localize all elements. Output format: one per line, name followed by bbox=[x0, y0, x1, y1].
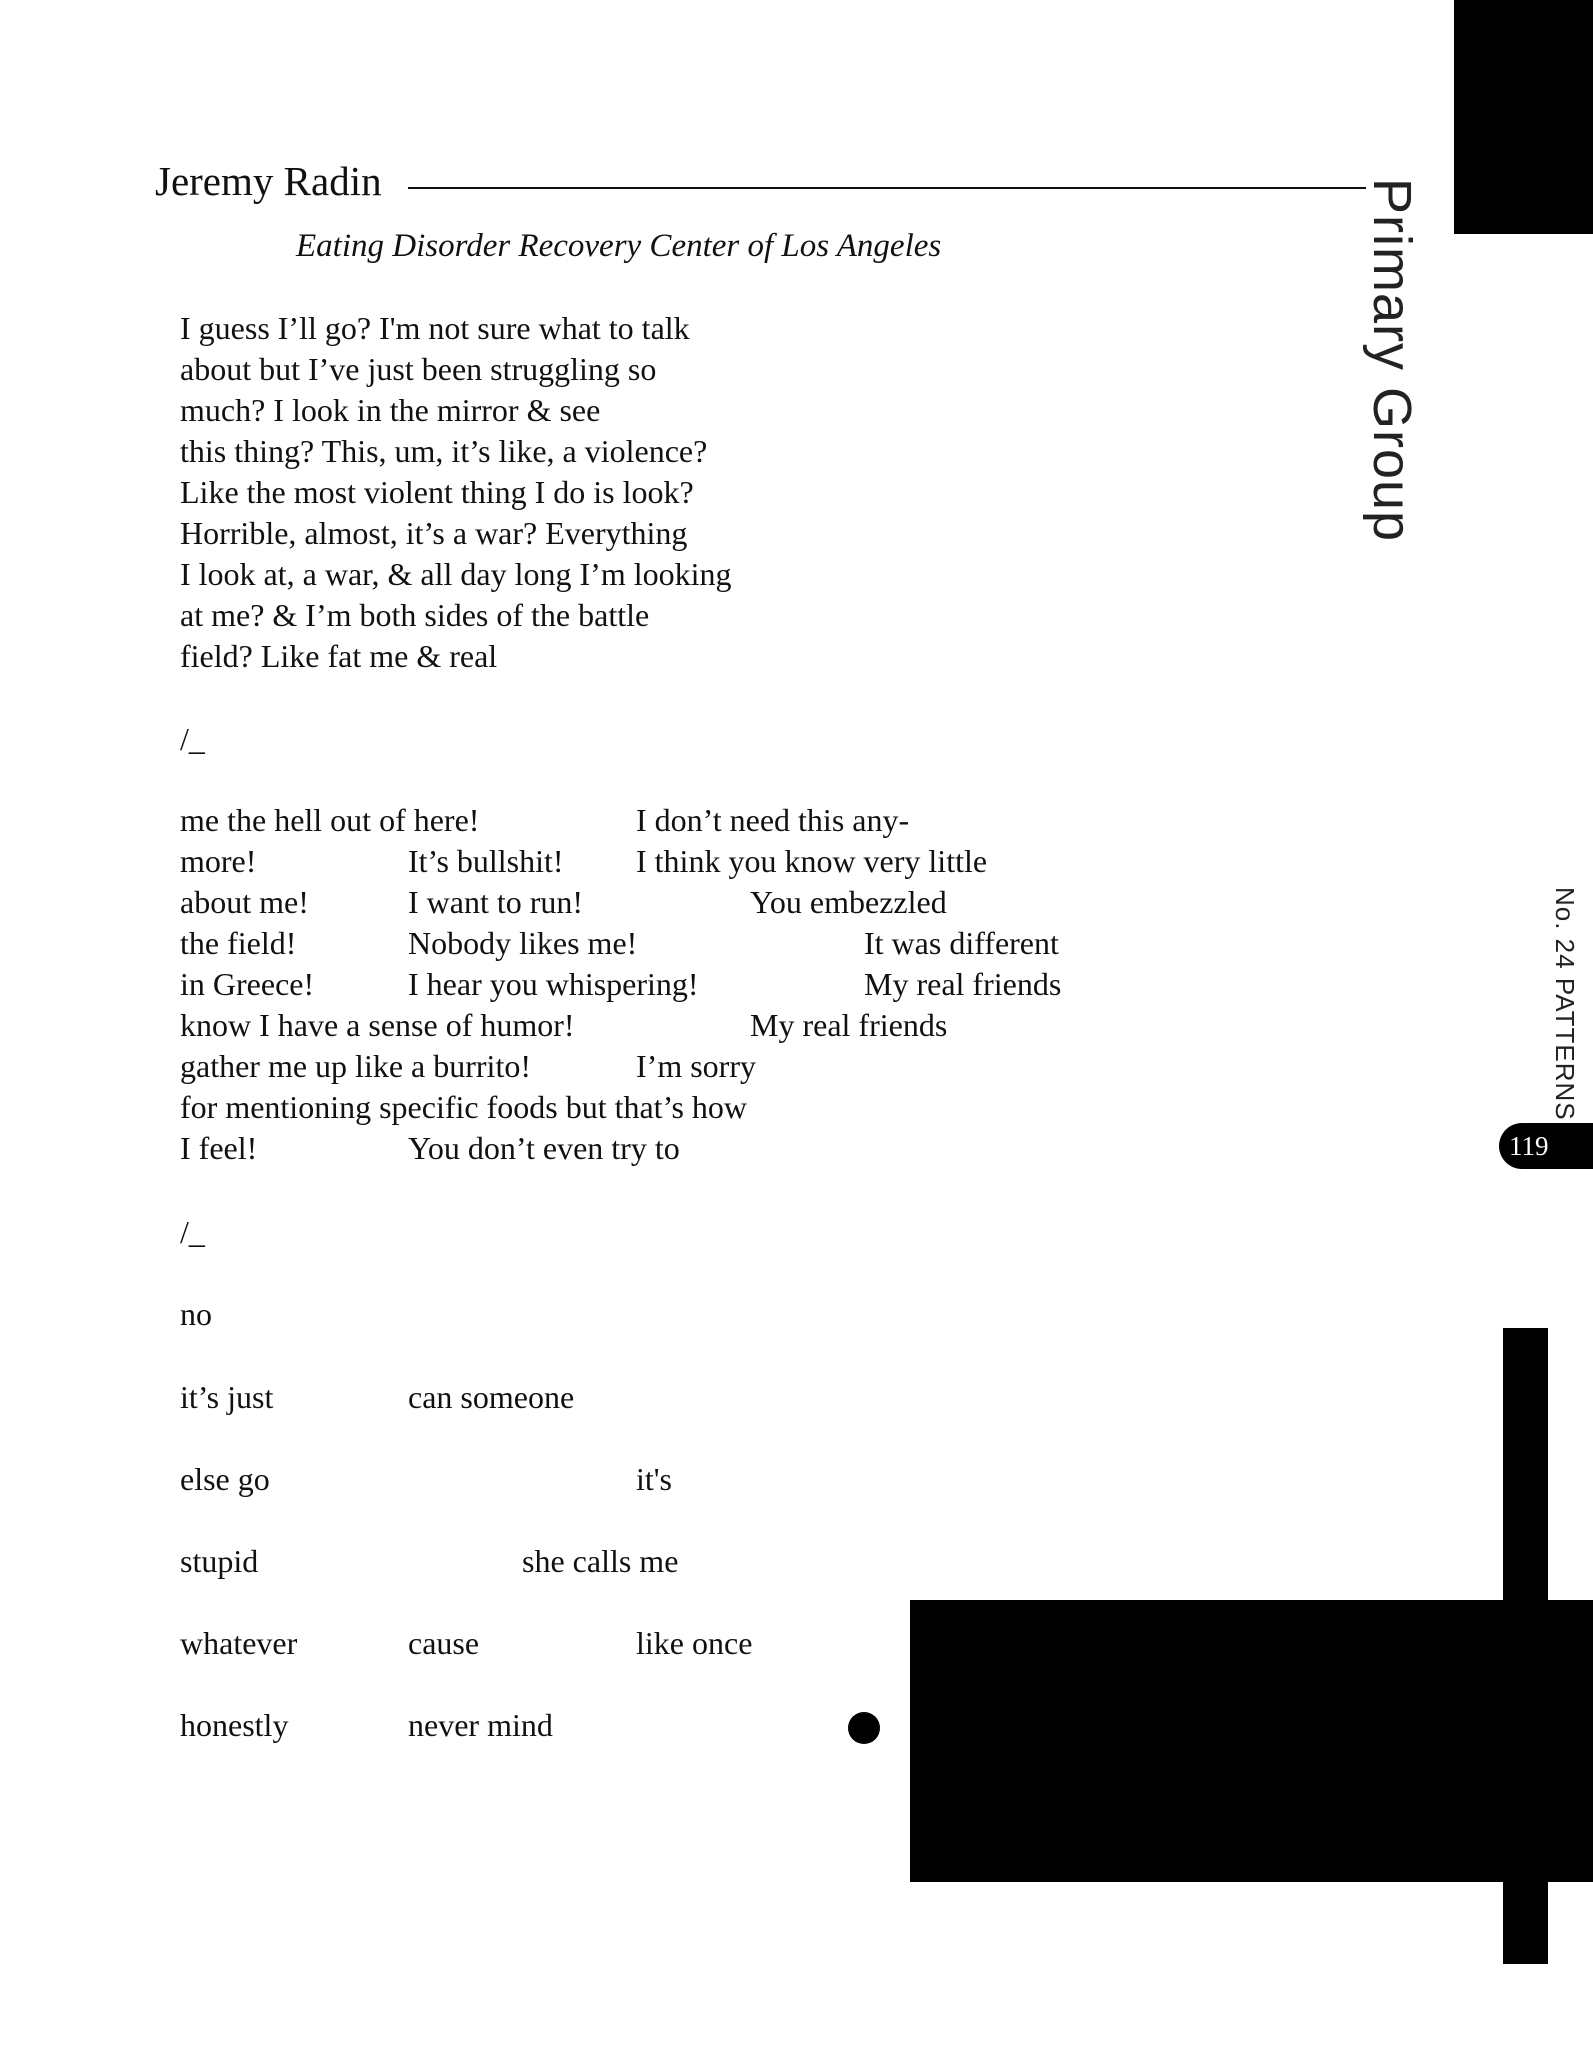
poem-line: this thing? This, um, it’s like, a violence? bbox=[180, 433, 708, 469]
poem-line: gather me up like a burrito! bbox=[180, 1048, 531, 1084]
poem-line: You don’t even try to bbox=[408, 1130, 680, 1166]
poem-word: whatever bbox=[180, 1625, 298, 1661]
poem-line: I look at, a war, & all day long I’m looking bbox=[180, 556, 732, 592]
issue-label: No. 24 PATTERNS bbox=[1550, 887, 1580, 1121]
poem-line: the field! bbox=[180, 925, 297, 961]
poem-word: it’s just bbox=[180, 1379, 274, 1415]
poem-line: I guess I’ll go? I'm not sure what to talk bbox=[180, 310, 690, 346]
poem-line: It was different bbox=[864, 925, 1059, 961]
poem-line: I think you know very little bbox=[636, 843, 988, 879]
poem-line: more! bbox=[180, 843, 257, 879]
section-separator: /_ bbox=[180, 721, 205, 757]
poem-line: I hear you whispering! bbox=[408, 966, 699, 1002]
poem-line: me the hell out of here! bbox=[180, 802, 480, 838]
poem-line: much? I look in the mirror & see bbox=[180, 392, 601, 428]
poem-line: I want to run! bbox=[408, 884, 584, 920]
page-number: 119 bbox=[1499, 1123, 1593, 1169]
poem-word: cause bbox=[408, 1625, 480, 1661]
poem-word: honestly bbox=[180, 1707, 289, 1743]
poem-word: she calls me bbox=[522, 1543, 679, 1579]
poem-line: know I have a sense of humor! bbox=[180, 1007, 575, 1043]
poem-line: Horrible, almost, it’s a war? Everything bbox=[180, 515, 688, 551]
poem-line: My real friends bbox=[750, 1007, 948, 1043]
bottom-block-decoration bbox=[910, 1600, 1593, 1882]
poem-word: like once bbox=[636, 1625, 753, 1661]
poem-line: I’m sorry bbox=[636, 1048, 756, 1084]
top-corner-block bbox=[1454, 0, 1593, 234]
poem-line: at me? & I’m both sides of the battle bbox=[180, 597, 650, 633]
poem-line: Like the most violent thing I do is look? bbox=[180, 474, 694, 510]
poem-line: It’s bullshit! bbox=[408, 843, 564, 879]
poem-line: I feel! bbox=[180, 1130, 258, 1166]
title-rule bbox=[408, 187, 1366, 189]
poem-word: can someone bbox=[408, 1379, 575, 1415]
poem-word: else go bbox=[180, 1461, 270, 1497]
poem-line: My real friends bbox=[864, 966, 1062, 1002]
poem-word: it's bbox=[636, 1461, 672, 1497]
poem-word: stupid bbox=[180, 1543, 259, 1579]
poem-line: for mentioning specific foods but that’s how bbox=[180, 1089, 748, 1125]
poem-line: about but I’ve just been struggling so bbox=[180, 351, 657, 387]
poem-word: never mind bbox=[408, 1707, 553, 1743]
author-name: Jeremy Radin bbox=[155, 158, 382, 204]
poem-word: no bbox=[180, 1296, 212, 1332]
poem-line: I don’t need this any- bbox=[636, 802, 910, 838]
poem-line: about me! bbox=[180, 884, 309, 920]
poem-line: You embezzled bbox=[750, 884, 947, 920]
poem-line: Nobody likes me! bbox=[408, 925, 638, 961]
section-title: Primary Group bbox=[1362, 178, 1422, 543]
section-separator: /_ bbox=[180, 1214, 205, 1250]
dot-decoration bbox=[848, 1712, 880, 1744]
poem-line: in Greece! bbox=[180, 966, 315, 1002]
poem-subtitle: Eating Disorder Recovery Center of Los Angeles bbox=[296, 228, 942, 264]
poem-line: field? Like fat me & real bbox=[180, 638, 498, 674]
